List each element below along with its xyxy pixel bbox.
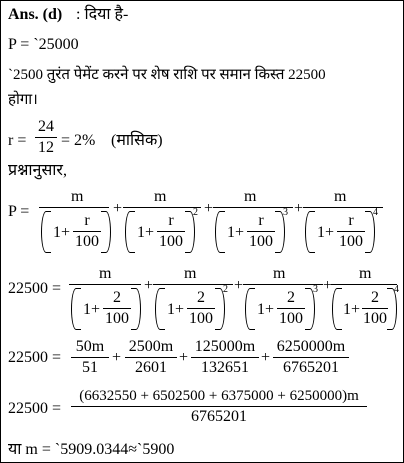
rate-fraction [35, 119, 57, 156]
eq3-term1: 50m 51 [71, 339, 109, 376]
answer-label: Ans. (d) [8, 6, 63, 23]
rate-numerator: 24 [38, 118, 54, 135]
statement-line-1: `2500 तुरंत पेमेंट करने पर शेष राशि पर समान किस्त 22500 [8, 67, 326, 83]
according-line: प्रश्नानुसार, [8, 162, 67, 179]
eq1-term2-num: m [154, 188, 167, 205]
eq3-term2: 2500m 2601 [125, 339, 177, 376]
rate-note: (मासिक) [111, 132, 163, 149]
eq4-fraction: (6632550 + 6502500 + 6375000 + 6250000)m 6765201 [71, 389, 367, 425]
eq2-lhs: 22500 = [8, 280, 62, 297]
rate-denominator: 12 [38, 139, 54, 156]
solution-card: Ans. (d) : दिया है- P = `25000 `2500 तुरंत पेमेंट करने पर शेष राशि पर समान किस्त 22500 होगा। r = 24 12 = 2% (मासिक) प्रश्नानुसार, P = m 1+ r 100 + m 1+ r 100 2 + m 1+ r 100 3 + m 1+ r 100 4 22500 = m 1+ 2 100 + m 1+ 2 100 2 + m 1+ 2 100 3 + m 1+ 2 100 4 22500 = 50m 51 + 2500m 2601 + 125000m 132651 + 6250000m 6765201 22500 = (6632550 + 6502500 + 6375000 + 6250000)m 6765201 या m = `5909.0344≈`5900 [0, 0, 404, 463]
eq2-term2-num: m [184, 265, 197, 282]
eq1-term1-num: m [71, 188, 84, 205]
statement-line-2: होगा। [8, 92, 38, 108]
eq4-lhs: 22500 = [8, 400, 62, 417]
eq3-term3: 125000m 132651 [191, 339, 259, 376]
principal-line: P = `25000 [8, 36, 79, 53]
eq1-term4-num: m [334, 188, 347, 205]
eq2-term3-num: m [273, 265, 286, 282]
eq1-lhs: P = [8, 203, 30, 220]
eq2-term4-num: m [359, 265, 372, 282]
rate-lhs: r = [8, 132, 27, 149]
eq2-term1-num: m [99, 265, 112, 282]
rate-rhs: = 2% [61, 132, 96, 149]
eq3-term4: 6250000m 6765201 [273, 339, 349, 376]
final-line: या m = `5909.0344≈`5900 [8, 441, 175, 458]
eq3-lhs: 22500 = [8, 349, 62, 366]
eq1-term3-num: m [244, 188, 257, 205]
answer-intro: : दिया है- [76, 6, 129, 23]
